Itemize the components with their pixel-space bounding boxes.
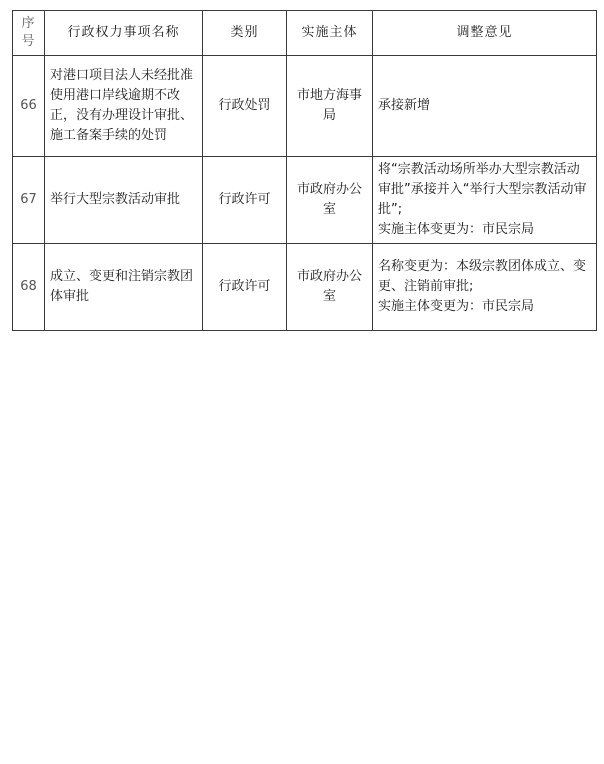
opinion-line: 名称变更为：本级宗教团体成立、变更、注销前审批; [378,259,587,294]
row-seq: 68 [13,244,45,331]
header-category: 类别 [203,11,287,56]
row-name: 对港口项目法人未经批准使用港口岸线逾期不改正，没有办理设计审批、施工备案手续的处罚 [45,56,203,157]
header-seq: 序号 [13,11,45,56]
row-category: 行政许可 [203,244,287,331]
row-name: 举行大型宗教活动审批 [45,157,203,244]
header-entity: 实施主体 [287,11,373,56]
row-seq: 67 [13,157,45,244]
table-row [13,244,597,331]
header-name: 行政权力事项名称 [45,11,203,56]
row-opinion [373,56,597,157]
opinion-line: 将“宗教活动场所举办大型宗教活动审批”承接并入“举行大型宗教活动审批”; [378,162,587,217]
header-opinion: 调整意见 [373,11,597,56]
opinion-line: 实施主体变更为：市民宗局 [378,222,535,237]
row-entity: 市政府办公室 [287,157,373,244]
row-category: 行政许可 [203,157,287,244]
row-name: 成立、变更和注销宗教团体审批 [45,244,203,331]
table-header-row [13,11,597,56]
opinion-line: 承接新增 [378,98,431,113]
opinion-line: 实施主体变更为：市民宗局 [378,299,535,314]
row-entity: 市政府办公室 [287,244,373,331]
row-seq: 66 [13,56,45,157]
row-opinion [373,244,597,331]
row-opinion [373,157,597,244]
table-row [13,56,597,157]
table-row [13,157,597,244]
administrative-power-table [12,10,597,331]
row-category: 行政处罚 [203,56,287,157]
row-entity: 市地方海事局 [287,56,373,157]
